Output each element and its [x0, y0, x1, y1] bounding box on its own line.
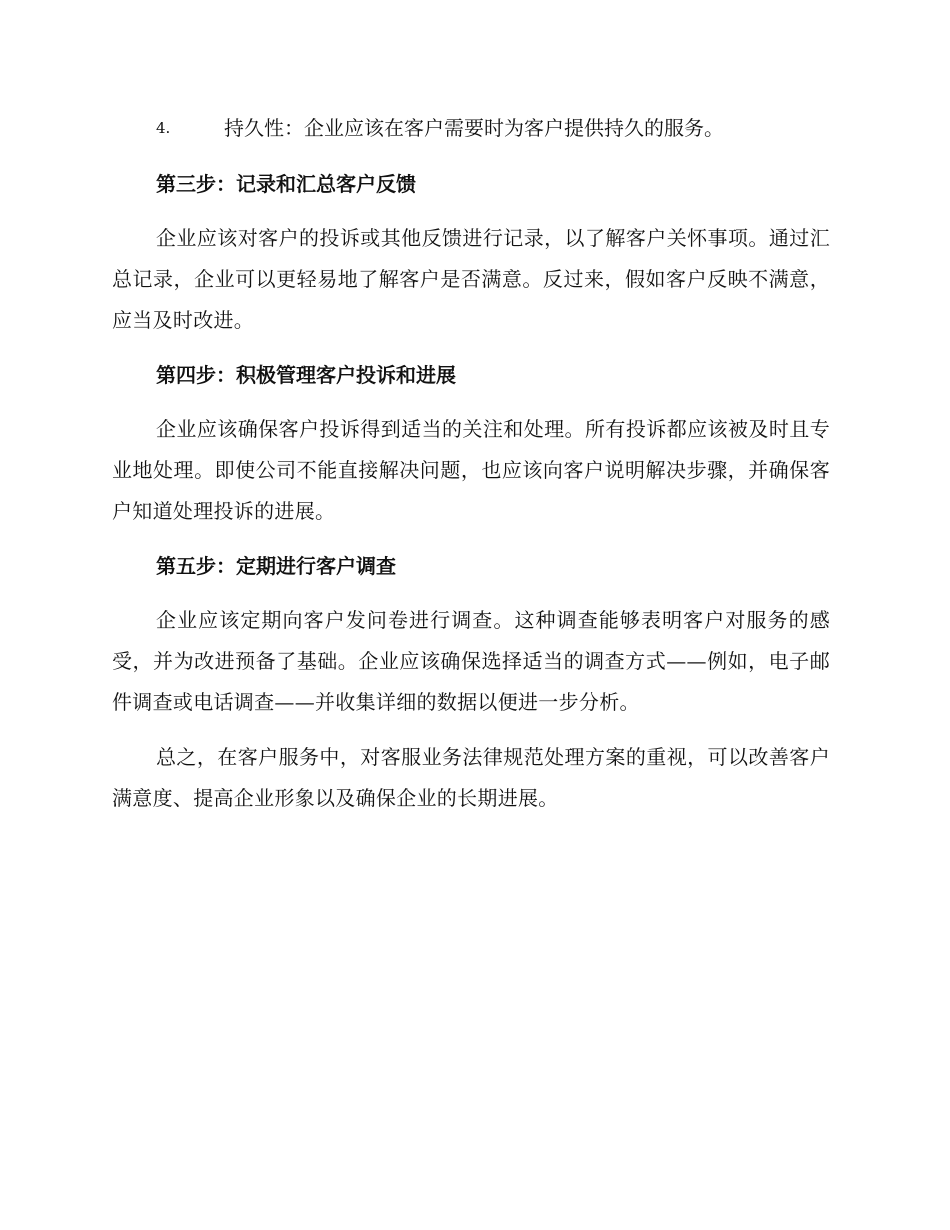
step4-paragraph: 企业应该确保客户投诉得到适当的关注和处理。所有投诉都应该被及时且专业地处理。即使公司不能直接解决问题，也应该向客户说明解决步骤，并确保客户知道处理投诉的进展。	[112, 417, 830, 523]
list-item-persistence	[112, 108, 830, 148]
step3-paragraph: 企业应该对客户的投诉或其他反馈进行记录，以了解客户关怀事项。通过汇总记录，企业可以更轻易地了解客户是否满意。反过来，假如客户反映不满意，应当及时改进。	[112, 226, 830, 332]
step5-paragraph: 企业应该定期向客户发问卷进行调查。这种调查能够表明客户对服务的感受，并为改进预备了基础。企业应该确保选择适当的调查方式——例如，电子邮件调查或电话调查——并收集详细的数据以便进一步分析。	[112, 608, 830, 714]
conclusion-paragraph: 总之，在客户服务中，对客服业务法律规范处理方案的重视，可以改善客户满意度、提高企业形象以及确保企业的长期进展。	[112, 745, 830, 810]
document-body	[112, 108, 830, 833]
list-item-number: 4.	[156, 119, 171, 137]
step5-heading: 第五步：定期进行客户调查	[156, 554, 396, 578]
step4-heading: 第四步：积极管理客户投诉和进展	[156, 363, 456, 387]
list-item-text: 持久性：企业应该在客户需要时为客户提供持久的服务。	[224, 116, 724, 140]
step3-heading: 第三步：记录和汇总客户反馈	[156, 172, 416, 196]
